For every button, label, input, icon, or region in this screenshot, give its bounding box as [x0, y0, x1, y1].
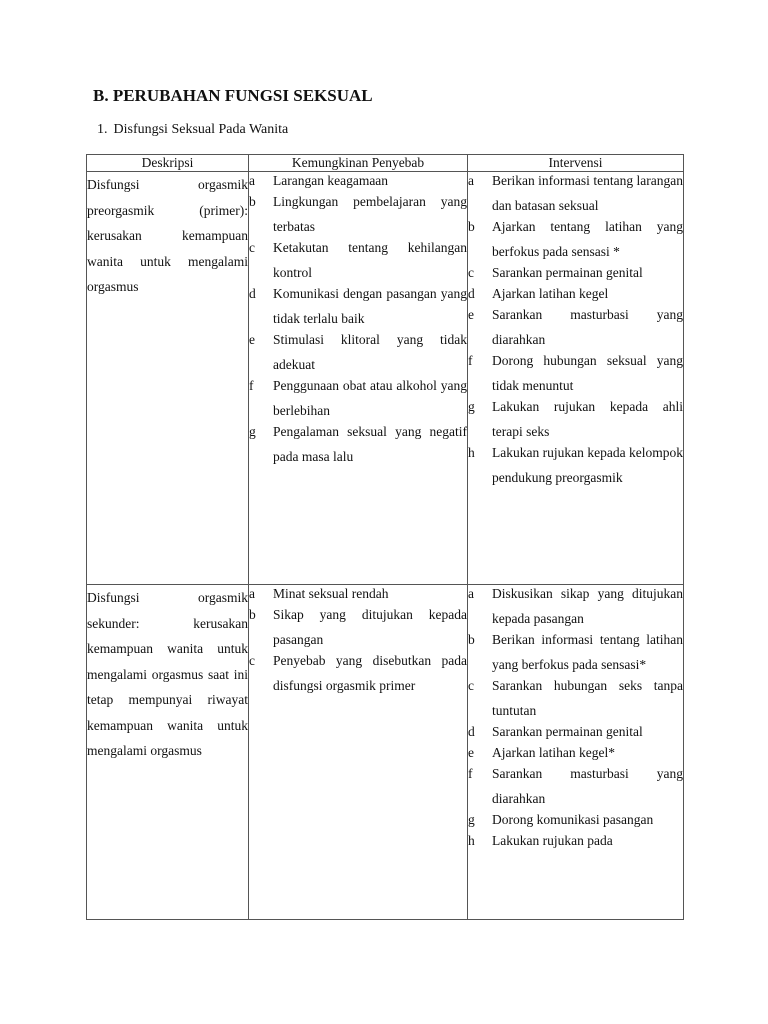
list-item — [468, 306, 683, 352]
item-letter: e — [468, 307, 474, 322]
item-letter: a — [468, 586, 474, 601]
item-letter: a — [249, 173, 255, 188]
item-text: Ajarkan latihan kegel — [492, 286, 609, 301]
subsection-number: 1. — [97, 122, 108, 137]
item-letter: d — [468, 286, 475, 301]
list-item — [249, 193, 467, 239]
item-letter: b — [468, 219, 475, 234]
item-letter: h — [468, 445, 475, 460]
item-text: Larangan keagamaan — [273, 173, 389, 188]
item-text: Pengalaman seksual yang negatif pada masa lalu — [273, 424, 467, 464]
description-cell — [87, 585, 249, 920]
item-letter: c — [468, 265, 474, 280]
item-letter: a — [249, 586, 255, 601]
item-letter: b — [468, 632, 475, 647]
causes-cell — [249, 172, 468, 585]
item-text: Lakukan rujukan kepada ahli terapi seks — [492, 399, 683, 439]
item-text: Lakukan rujukan pada — [492, 833, 613, 848]
item-letter: g — [468, 399, 475, 414]
list-item — [249, 239, 467, 285]
item-text: Berikan informasi tentang latihan yang berfokus pada sensasi* — [492, 632, 683, 672]
description-cell — [87, 172, 249, 585]
item-text: Penyebab yang disebutkan pada disfungsi orgasmik primer — [273, 653, 467, 693]
subsection-title: Disfungsi Seksual Pada Wanita — [113, 122, 289, 137]
item-text: Sarankan permainan genital — [492, 265, 643, 280]
item-text: Lingkungan pembelajaran yang terbatas — [273, 194, 467, 234]
item-text: Sikap yang ditujukan kepada pasangan — [273, 607, 467, 647]
description-text: Disfungsi orgasmik sekunder: kerusakan kemampuan wanita untuk mengalami orgasmus saat ini tetap mempunyai riwayat kemampuan wanita untuk mengalami orgasmus — [87, 590, 248, 758]
list-item — [468, 398, 683, 444]
item-text: Komunikasi dengan pasangan yang tidak terlalu baik — [273, 286, 467, 326]
item-letter: a — [468, 173, 474, 188]
item-text: Dorong komunikasi pasangan — [492, 812, 654, 827]
list-item — [249, 331, 467, 377]
list-item — [468, 832, 683, 853]
item-letter: b — [249, 607, 256, 622]
item-text: Ajarkan latihan kegel* — [492, 745, 615, 760]
list-item — [249, 423, 467, 469]
item-text: Sarankan permainan genital — [492, 724, 643, 739]
disfunction-table — [86, 154, 684, 920]
item-letter: f — [468, 353, 473, 368]
item-text: Sarankan hubungan seks tanpa tuntutan — [492, 678, 683, 718]
description-text: Disfungsi orgasmik preorgasmik (primer): kerusakan kemampuan wanita untuk mengalami orgasmus — [87, 177, 248, 294]
item-text: Diskusikan sikap yang ditujukan kepada pasangan — [492, 586, 683, 626]
list-item — [468, 172, 683, 218]
item-letter: f — [468, 766, 473, 781]
item-letter: g — [249, 424, 256, 439]
item-letter: b — [249, 194, 256, 209]
list-item — [468, 585, 683, 631]
item-letter: c — [249, 240, 255, 255]
section-heading: B. PERUBAHAN FUNGSI SEKSUAL — [93, 86, 373, 105]
item-text: Berikan informasi tentang larangan dan batasan seksual — [492, 173, 683, 213]
item-letter: e — [468, 745, 474, 760]
item-text: Minat seksual rendah — [273, 586, 389, 601]
item-letter: d — [249, 286, 256, 301]
list-item — [468, 218, 683, 264]
list-item — [468, 631, 683, 677]
item-text: Sarankan masturbasi yang diarahkan — [492, 766, 683, 806]
item-letter: f — [249, 378, 254, 393]
header-deskripsi: Deskripsi — [87, 155, 249, 172]
interventions-cell — [468, 585, 684, 920]
item-text: Sarankan masturbasi yang diarahkan — [492, 307, 683, 347]
list-item — [468, 677, 683, 723]
interventions-cell — [468, 172, 684, 585]
list-item — [249, 377, 467, 423]
subsection-heading — [97, 122, 288, 138]
header-intervensi: Intervensi — [468, 155, 684, 172]
item-text: Dorong hubungan seksual yang tidak menuntut — [492, 353, 683, 393]
item-letter: e — [249, 332, 255, 347]
item-text: Lakukan rujukan kepada kelompok pendukung preorgasmik — [492, 445, 683, 485]
item-letter: g — [468, 812, 475, 827]
item-letter: d — [468, 724, 475, 739]
item-letter: c — [249, 653, 255, 668]
table-row — [87, 585, 684, 920]
causes-cell — [249, 585, 468, 920]
item-letter: h — [468, 833, 475, 848]
list-item — [249, 285, 467, 331]
list-item — [249, 606, 467, 652]
item-text: Penggunaan obat atau alkohol yang berlebihan — [273, 378, 467, 418]
list-item — [468, 444, 683, 490]
list-item — [249, 652, 467, 698]
list-item — [468, 352, 683, 398]
header-kemungkinan-penyebab: Kemungkinan Penyebab — [249, 155, 468, 172]
item-text: Stimulasi klitoral yang tidak adekuat — [273, 332, 467, 372]
item-letter: c — [468, 678, 474, 693]
list-item — [468, 765, 683, 811]
item-text: Ketakutan tentang kehilangan kontrol — [273, 240, 467, 280]
item-text: Ajarkan tentang latihan yang berfokus pada sensasi * — [492, 219, 683, 259]
table-row — [87, 172, 684, 585]
